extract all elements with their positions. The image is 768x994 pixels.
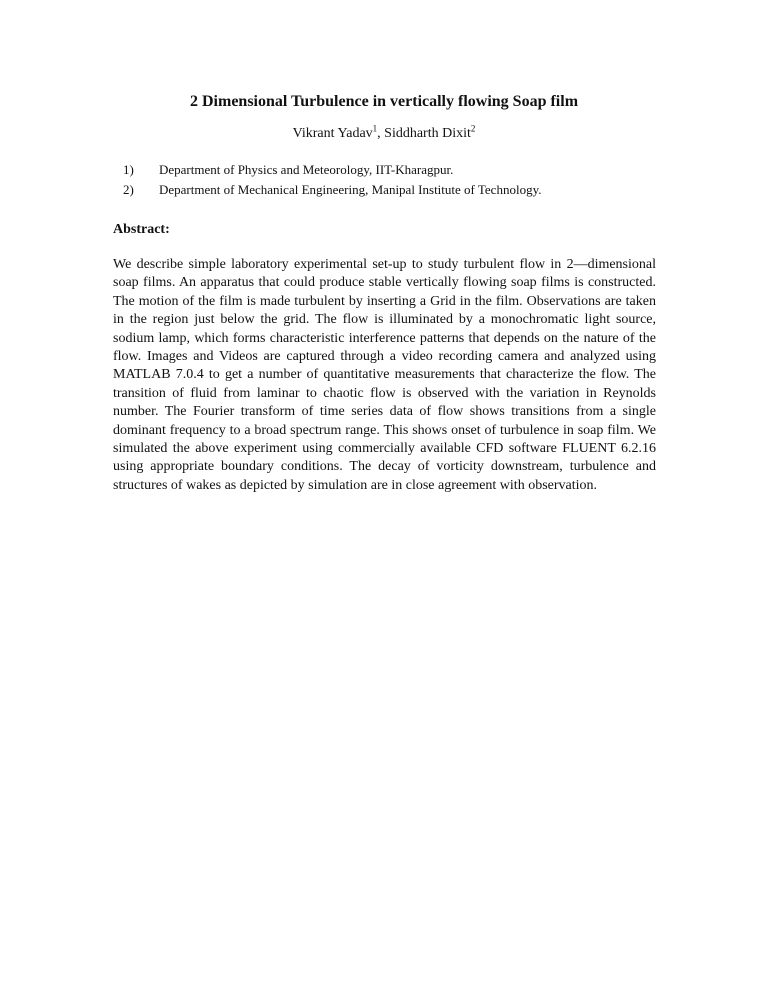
abstract-body: We describe simple laboratory experimental set-up to study turbulent flow in 2—dimensional soap films. An apparatus that could produce stable vertically flowing soap films is constructed. The motion of the film is made turbulent by inserting a Grid in the film. Observations are taken in the region just below the grid. The flow is illuminated by a monochromatic light source, sodium lamp, which forms characteristic interference patterns that depends on the nature of the flow. Images and Videos are captured through a video recording camera and analyzed using MATLAB 7.0.4 to get a number of quantitative measurements that characterize the flow. The transition of fluid from laminar to chaotic flow is observed with the variation in Reynolds number. The Fourier transform of time series data of flow shows transitions from a single dominant frequency to a broad spectrum range. This shows onset of turbulence in soap film. We simulated the above experiment using commercially available CFD software FLUENT 6.2.16 using appropriate boundary conditions. The decay of vorticity downstream, turbulence and structures of wakes as depicted by simulation are in close agreement with observation.: [113, 257, 656, 493]
affiliation-number: 2): [123, 182, 134, 197]
affiliation-number: 1): [123, 162, 134, 177]
affiliation-item: [123, 161, 683, 178]
author-affiliation-mark: 2: [470, 123, 476, 134]
paper-title: 2 Dimensional Turbulence in vertically flowing Soap film: [189, 93, 579, 110]
author-separator: ,: [377, 126, 385, 141]
affiliation-text: Department of Physics and Meteorology, IIT-Kharagpur.: [159, 162, 454, 177]
abstract-heading: Abstract:: [113, 222, 170, 237]
author-name: Siddharth Dixit: [384, 126, 471, 141]
author-affiliation-mark: 1: [372, 123, 378, 134]
author-line: [0, 125, 768, 143]
affiliation-list: [123, 161, 683, 201]
affiliation-text: Department of Mechanical Engineering, Manipal Institute of Technology.: [159, 182, 542, 197]
affiliation-item: [123, 181, 683, 198]
author-name: Vikrant Yadav: [292, 126, 373, 141]
